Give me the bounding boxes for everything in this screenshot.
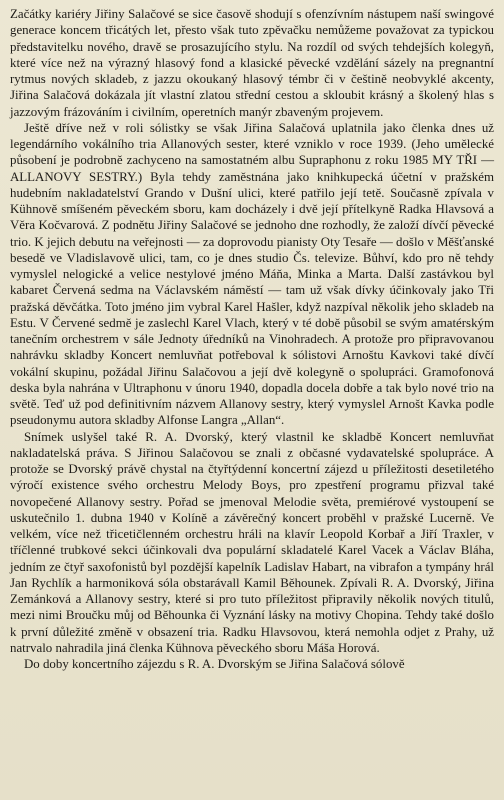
paragraph-intro: Začátky kariéry Jiřiny Salačové se sice časově shodují s ofenzívním nástupem naší swingové generace koncem třicátých let, přesto však tuto zpěvačku nemůžeme považovat za typickou představitelku nového, dravě se prosazujícího stylu. Na rozdíl od svých tehdejších kolegyň, které více než na výrazný hlasový fond a klasické pěvecké vzdělání sázely na pregnantní rytmus nových skladeb, z jazzu okoukaný hlasový témbr či v češtině neobvyklé akcenty, Jiřina Salačová dokázala jít vlastní zlatou střední cestou a skloubit krásný a školený hlas s jazzovým frázováním i civilním, operetních manýr zbaveným projevem. <box>10 7 494 119</box>
article-body <box>10 6 494 672</box>
paragraph-cut-off: Do doby koncertního zájezdu s R. A. Dvorským se Jiřina Salačová sólově <box>24 657 405 671</box>
paragraph-dvorsky-tour: Snímek uslyšel také R. A. Dvorský, který vlastnil ke skladbě Koncert nemluvňat nakladatelská práva. S Jiřinou Salačovou se znali z občasné vydavatelské spolupráce. A protože se Dvorský právě chystal na čtyřtýdenní koncertní zájezd u příležitosti desetiletého výročí existence svého orchestru Melody Boys, pro zpestření programu přizval také novopečené Allanovy sestry. Pořad se jmenoval Melodie světa, premiérové vystoupení se uskutečnilo 1. dubna 1940 v Kolíně a závěrečný koncert proběhl v pražské Lucerně. Ve velkém, více než třicetičlenném orchestru hráli na klavír Leopold Korbař a Jiří Traxler, v tříčlenné trubkové sekci účinkovali dva populární skladatelé Karel Vacek a Václav Bláha, jedním ze čtyř saxofonistů byl pozdější kapelník Ladislav Habart, na vibrafon a tympány hrál Jan Rychlík a harmoniková sóla obstarávall Kamil Běhounek. Zpívali R. A. Dvorský, Jiřina Zemánková a Allanovy sestry, které si pro tuto příležitost připravily několik nových titulů, mezi nimi Broučku můj od Běhounka či Vyznání lásky na motivy Chopina. Tehdy také došlo k první důležité změně v obsazení tria. Radku Hlavsovou, která nemohla odjet z Prahy, už natrvalo nahradila jiná členka Kühnova pěveckého sboru Máša Horová. <box>10 429 494 655</box>
paragraph-allan-sisters: Ještě dříve než v roli sólistky se však Jiřina Salačová uplatnila jako členka dnes už legendárního vokálního tria Allanových sester, které vzniklo v roce 1939. (Jeho umělecké působení je podrobně zachyceno na samostatném albu Supraphonu z roku 1985 MY TŘI — ALLANOVY SESTRY.) Byla tehdy zaměstnána jako knihkupecká účetní v pražském hudebním nakladatelství Grando v Dušní ulici, které patřilo její tetě. Současně zpívala v Kühnově smíšeném pěveckém sboru, kam docházely i dvě její přítelkyně Radka Hlavsová a Věra Kočvarová. Z podnětu Jiřiny Salačové se jednoho dne rozhodly, že založí dívčí pěvecké trio. K jejich debutu na veřejnosti — za doprovodu pianisty Oty Tesaře — došlo v Měšťanské besedě ve Vladislavově ulici, tam, co je dnes studio Čs. televize. Bůhví, kdo pro ně tehdy vymyslel nelogické a velice nestylové jméno Máňa, Minka a Marta. Další zastávkou byl kabaret Červená sedma na Václavském náměstí — tam už však dívky účinkovaly jako Tři pražská děvčátka. Toto jméno jim vybral Karel Hašler, když nazpíval několik jeho skladeb na Estu. V Červené sedmě je zaslechl Karel Vlach, který v té době působil se svým amatérským tanečním orchestrem v sále Jednoty úředníků na Vinohradech. A protože pro připravovanou nahrávku skladby Koncert nemluvňat potřeboval k sólistovi Arnoštu Kavkovi také dívčí vokální skupinu, požádal Jiřinu Salačovou a její dvě kolegyně o spolupráci. Gramofonová deska byla nahrána v Ultraphonu v únoru 1940, dopadla docela dobře a tak bylo nové trio na světě. Teď už pod definitivním názvem Allanovy sestry, který vymyslel Arnošt Kavka podle pseudonymu autora skladby Alfonse Langra „Allan“. <box>10 120 494 428</box>
